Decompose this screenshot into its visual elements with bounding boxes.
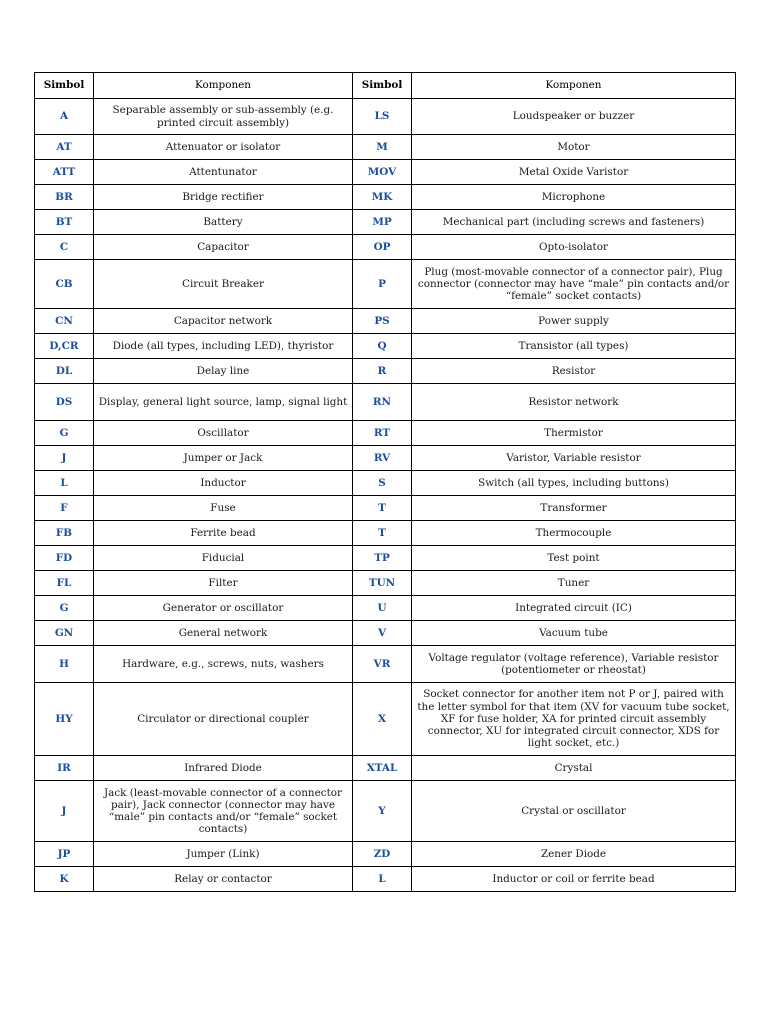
symbol-cell-left: FB bbox=[35, 521, 94, 546]
component-cell-left: Fiducial bbox=[94, 546, 353, 571]
component-cell-left: Jumper (Link) bbox=[94, 842, 353, 867]
table-row bbox=[35, 260, 736, 309]
table-row bbox=[35, 842, 736, 867]
symbol-cell-right: Q bbox=[353, 334, 412, 359]
table-row bbox=[35, 160, 736, 185]
component-cell-right: Power supply bbox=[412, 309, 736, 334]
symbol-cell-right: LS bbox=[353, 99, 412, 135]
symbol-cell-right: MP bbox=[353, 210, 412, 235]
component-cell-left: Hardware, e.g., screws, nuts, washers bbox=[94, 646, 353, 683]
symbol-cell-left: GN bbox=[35, 621, 94, 646]
component-cell-right: Thermistor bbox=[412, 421, 736, 446]
symbol-cell-right: MK bbox=[353, 185, 412, 210]
component-cell-left: Fuse bbox=[94, 496, 353, 521]
table-row bbox=[35, 235, 736, 260]
symbol-cell-right: U bbox=[353, 596, 412, 621]
symbol-cell-left: K bbox=[35, 867, 94, 892]
table-row bbox=[35, 421, 736, 446]
symbol-cell-right: L bbox=[353, 867, 412, 892]
table-header-row bbox=[35, 73, 736, 99]
symbol-cell-right: X bbox=[353, 683, 412, 756]
header-komponen-right: Komponen bbox=[412, 73, 736, 99]
component-cell-left: Circulator or directional coupler bbox=[94, 683, 353, 756]
symbol-cell-right: RT bbox=[353, 421, 412, 446]
table-row bbox=[35, 521, 736, 546]
component-symbol-table bbox=[34, 72, 736, 892]
header-simbol-right: Simbol bbox=[353, 73, 412, 99]
symbol-cell-left: L bbox=[35, 471, 94, 496]
table-row bbox=[35, 334, 736, 359]
component-cell-left: Infrared Diode bbox=[94, 756, 353, 781]
component-cell-right: Switch (all types, including buttons) bbox=[412, 471, 736, 496]
symbol-cell-left: F bbox=[35, 496, 94, 521]
symbol-cell-left: A bbox=[35, 99, 94, 135]
table-row bbox=[35, 571, 736, 596]
symbol-cell-left: DS bbox=[35, 384, 94, 421]
symbol-cell-right: T bbox=[353, 521, 412, 546]
table-row bbox=[35, 185, 736, 210]
symbol-cell-right: P bbox=[353, 260, 412, 309]
component-cell-right: Crystal bbox=[412, 756, 736, 781]
component-cell-left: General network bbox=[94, 621, 353, 646]
symbol-cell-right: MOV bbox=[353, 160, 412, 185]
symbol-cell-right: T bbox=[353, 496, 412, 521]
component-cell-right: Resistor network bbox=[412, 384, 736, 421]
component-cell-left: Attentunator bbox=[94, 160, 353, 185]
symbol-cell-right: XTAL bbox=[353, 756, 412, 781]
component-cell-right: Crystal or oscillator bbox=[412, 781, 736, 842]
symbol-cell-right: V bbox=[353, 621, 412, 646]
table-row bbox=[35, 646, 736, 683]
symbol-cell-left: BT bbox=[35, 210, 94, 235]
symbol-cell-left: JP bbox=[35, 842, 94, 867]
symbol-cell-left: IR bbox=[35, 756, 94, 781]
symbol-cell-right: M bbox=[353, 135, 412, 160]
table-row bbox=[35, 210, 736, 235]
component-cell-right: Vacuum tube bbox=[412, 621, 736, 646]
symbol-cell-left: DL bbox=[35, 359, 94, 384]
component-cell-right: Microphone bbox=[412, 185, 736, 210]
component-cell-right: Thermocouple bbox=[412, 521, 736, 546]
component-cell-right: Voltage regulator (voltage reference), Variable resistor (potentiometer or rheostat) bbox=[412, 646, 736, 683]
table-row bbox=[35, 756, 736, 781]
header-simbol-left: Simbol bbox=[35, 73, 94, 99]
symbol-cell-right: RN bbox=[353, 384, 412, 421]
component-cell-right: Transformer bbox=[412, 496, 736, 521]
component-cell-right: Resistor bbox=[412, 359, 736, 384]
table-row bbox=[35, 446, 736, 471]
component-cell-left: Battery bbox=[94, 210, 353, 235]
symbol-cell-left: AT bbox=[35, 135, 94, 160]
symbol-cell-right: Y bbox=[353, 781, 412, 842]
symbol-cell-left: G bbox=[35, 596, 94, 621]
symbol-cell-right: OP bbox=[353, 235, 412, 260]
component-cell-left: Jack (least-movable connector of a connector pair), Jack connector (connector may have “male” pin contacts and/or “female” socket contacts) bbox=[94, 781, 353, 842]
symbol-cell-right: VR bbox=[353, 646, 412, 683]
component-cell-left: Delay line bbox=[94, 359, 353, 384]
symbol-cell-left: ATT bbox=[35, 160, 94, 185]
component-cell-left: Jumper or Jack bbox=[94, 446, 353, 471]
table-row bbox=[35, 471, 736, 496]
component-cell-right: Loudspeaker or buzzer bbox=[412, 99, 736, 135]
table-row bbox=[35, 99, 736, 135]
component-cell-right: Opto-isolator bbox=[412, 235, 736, 260]
component-cell-right: Test point bbox=[412, 546, 736, 571]
symbol-cell-left: C bbox=[35, 235, 94, 260]
component-cell-right: Varistor, Variable resistor bbox=[412, 446, 736, 471]
component-cell-left: Diode (all types, including LED), thyristor bbox=[94, 334, 353, 359]
component-cell-left: Bridge rectifier bbox=[94, 185, 353, 210]
symbol-cell-right: TP bbox=[353, 546, 412, 571]
component-cell-left: Filter bbox=[94, 571, 353, 596]
component-cell-left: Circuit Breaker bbox=[94, 260, 353, 309]
table-row bbox=[35, 546, 736, 571]
table-row bbox=[35, 384, 736, 421]
symbol-cell-left: G bbox=[35, 421, 94, 446]
component-cell-right: Mechanical part (including screws and fasteners) bbox=[412, 210, 736, 235]
table-row bbox=[35, 621, 736, 646]
symbol-cell-left: CB bbox=[35, 260, 94, 309]
component-cell-left: Separable assembly or sub-assembly (e.g. printed circuit assembly) bbox=[94, 99, 353, 135]
symbol-cell-right: R bbox=[353, 359, 412, 384]
component-cell-right: Plug (most-movable connector of a connector pair), Plug connector (connector may have “male” pin contacts and/or “female” socket contacts) bbox=[412, 260, 736, 309]
component-cell-right: Motor bbox=[412, 135, 736, 160]
symbol-cell-right: PS bbox=[353, 309, 412, 334]
symbol-cell-left: H bbox=[35, 646, 94, 683]
symbol-cell-right: ZD bbox=[353, 842, 412, 867]
component-cell-right: Metal Oxide Varistor bbox=[412, 160, 736, 185]
component-cell-left: Capacitor bbox=[94, 235, 353, 260]
component-cell-left: Generator or oscillator bbox=[94, 596, 353, 621]
symbol-cell-right: TUN bbox=[353, 571, 412, 596]
component-cell-left: Display, general light source, lamp, signal light bbox=[94, 384, 353, 421]
table-row bbox=[35, 135, 736, 160]
symbol-cell-left: HY bbox=[35, 683, 94, 756]
component-cell-right: Tuner bbox=[412, 571, 736, 596]
component-cell-right: Integrated circuit (IC) bbox=[412, 596, 736, 621]
table-row bbox=[35, 359, 736, 384]
component-cell-left: Relay or contactor bbox=[94, 867, 353, 892]
component-cell-left: Inductor bbox=[94, 471, 353, 496]
table-row bbox=[35, 683, 736, 756]
component-cell-left: Ferrite bead bbox=[94, 521, 353, 546]
component-cell-right: Zener Diode bbox=[412, 842, 736, 867]
symbol-cell-left: BR bbox=[35, 185, 94, 210]
component-cell-left: Attenuator or isolator bbox=[94, 135, 353, 160]
table-row bbox=[35, 309, 736, 334]
symbol-cell-left: J bbox=[35, 446, 94, 471]
table-row bbox=[35, 596, 736, 621]
symbol-cell-left: J bbox=[35, 781, 94, 842]
symbol-cell-left: D,CR bbox=[35, 334, 94, 359]
component-cell-right: Socket connector for another item not P or J, paired with the letter symbol for that item (XV for vacuum tube socket, XF for fuse holder, XA for printed circuit assembly connector, XU for integrated circuit connector, XDS for light socket, etc.) bbox=[412, 683, 736, 756]
component-cell-right: Transistor (all types) bbox=[412, 334, 736, 359]
symbol-cell-left: FL bbox=[35, 571, 94, 596]
symbol-cell-right: S bbox=[353, 471, 412, 496]
symbol-cell-left: CN bbox=[35, 309, 94, 334]
table-row bbox=[35, 867, 736, 892]
symbol-cell-right: RV bbox=[353, 446, 412, 471]
component-cell-left: Capacitor network bbox=[94, 309, 353, 334]
symbol-cell-left: FD bbox=[35, 546, 94, 571]
component-cell-left: Oscillator bbox=[94, 421, 353, 446]
table-row bbox=[35, 496, 736, 521]
table-body bbox=[35, 99, 736, 892]
header-komponen-left: Komponen bbox=[94, 73, 353, 99]
component-cell-right: Inductor or coil or ferrite bead bbox=[412, 867, 736, 892]
table-row bbox=[35, 781, 736, 842]
